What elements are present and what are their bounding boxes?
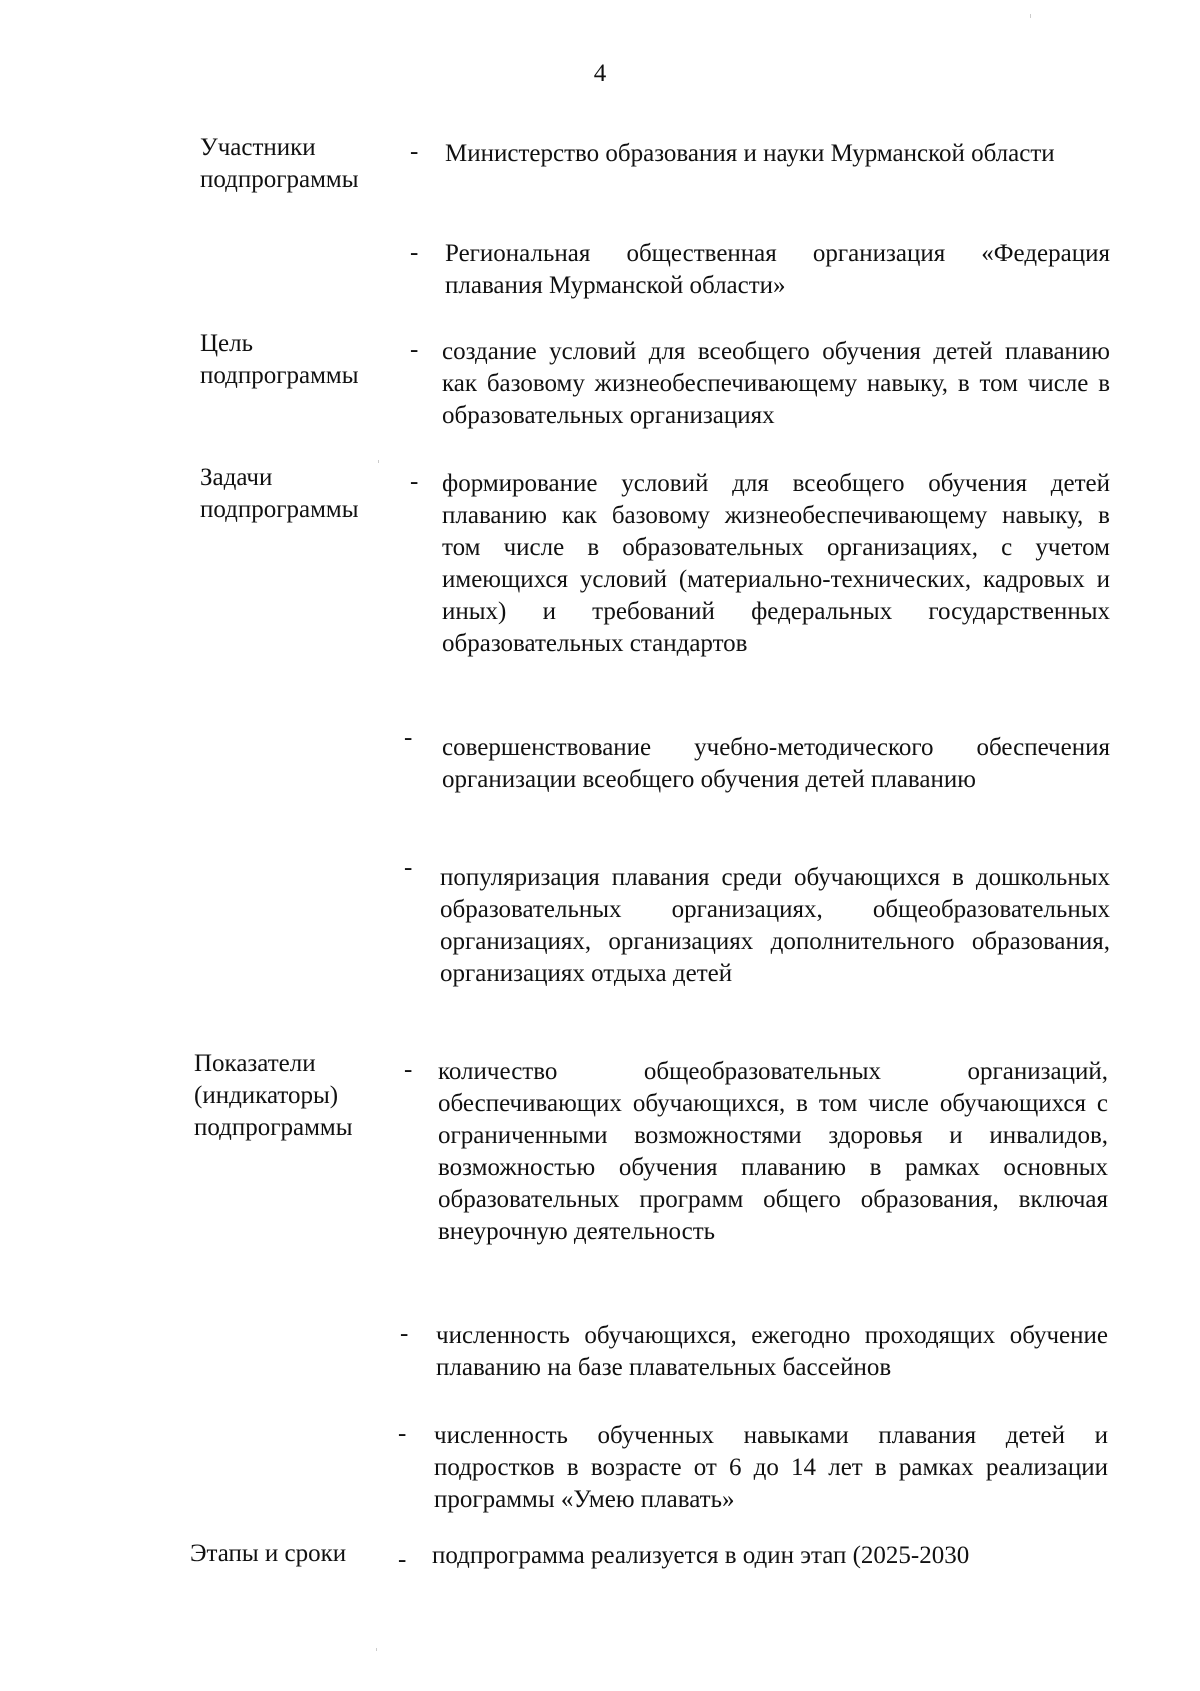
page-number: 4: [593, 60, 607, 87]
list-item: количество общеобразовательных организаций, обеспечивающих обучающихся, в том числе обучающихся с ограниченными возможностями здоровья и инвалидов, возможностью обучения плаванию в рамках основных образовательных программ общего образования, включая внеурочную деятельность: [438, 1058, 1108, 1245]
scan-artifact: [1030, 14, 1031, 18]
scan-artifact: [376, 1648, 377, 1651]
section-label: Этапы и сроки: [190, 1540, 347, 1567]
scan-artifact: [378, 460, 379, 463]
section-label: Задачи подпрограммы: [200, 464, 359, 523]
item-dash: -: [404, 1056, 413, 1083]
list-item: популяризация плавания среди обучающихся в дошкольных образовательных организациях, общеобразовательных организациях, организациях дополнительного образования, организациях отдыха детей: [440, 864, 1110, 987]
list-item: формирование условий для всеобщего обучения детей плаванию как базовому жизнеобеспечивающему навыку, в том числе в образовательных организациях, с учетом имеющихся условий (материально-технических, кадровых и иных) и требований федеральных государственных образовательных стандартов: [442, 470, 1110, 657]
list-item: подпрограмма реализуется в один этап (2025-2030: [432, 1542, 970, 1569]
list-item: численность обученных навыками плавания детей и подростков в возрасте от 6 до 14 лет в рамках реализации программы «Умею плавать»: [434, 1422, 1108, 1513]
list-item: численность обучающихся, ежегодно проходящих обучение плаванию на базе плавательных бассейнов: [436, 1322, 1108, 1381]
item-dash: -: [398, 1420, 407, 1447]
item-dash: -: [404, 854, 413, 881]
section-label: Цель подпрограммы: [200, 330, 359, 389]
item-dash: -: [398, 1546, 407, 1573]
list-item: Министерство образования и науки Мурманской области: [445, 140, 1055, 167]
list-item: Региональная общественная организация «Федерация плавания Мурманской области»: [445, 240, 1110, 299]
item-dash: -: [410, 336, 419, 363]
section-label: Показатели (индикаторы) подпрограммы: [194, 1050, 353, 1141]
list-item: создание условий для всеобщего обучения детей плаванию как базовому жизнеобеспечивающему навыку, в том числе в образовательных организациях: [442, 338, 1110, 429]
item-dash: -: [410, 138, 419, 165]
item-dash: -: [400, 1320, 409, 1347]
item-dash: -: [404, 724, 413, 751]
section-label: Участники подпрограммы: [200, 134, 359, 193]
list-item: совершенствование учебно-методического обеспечения организации всеобщего обучения детей плаванию: [442, 734, 1110, 793]
item-dash: -: [410, 468, 419, 495]
item-dash: -: [410, 239, 419, 266]
